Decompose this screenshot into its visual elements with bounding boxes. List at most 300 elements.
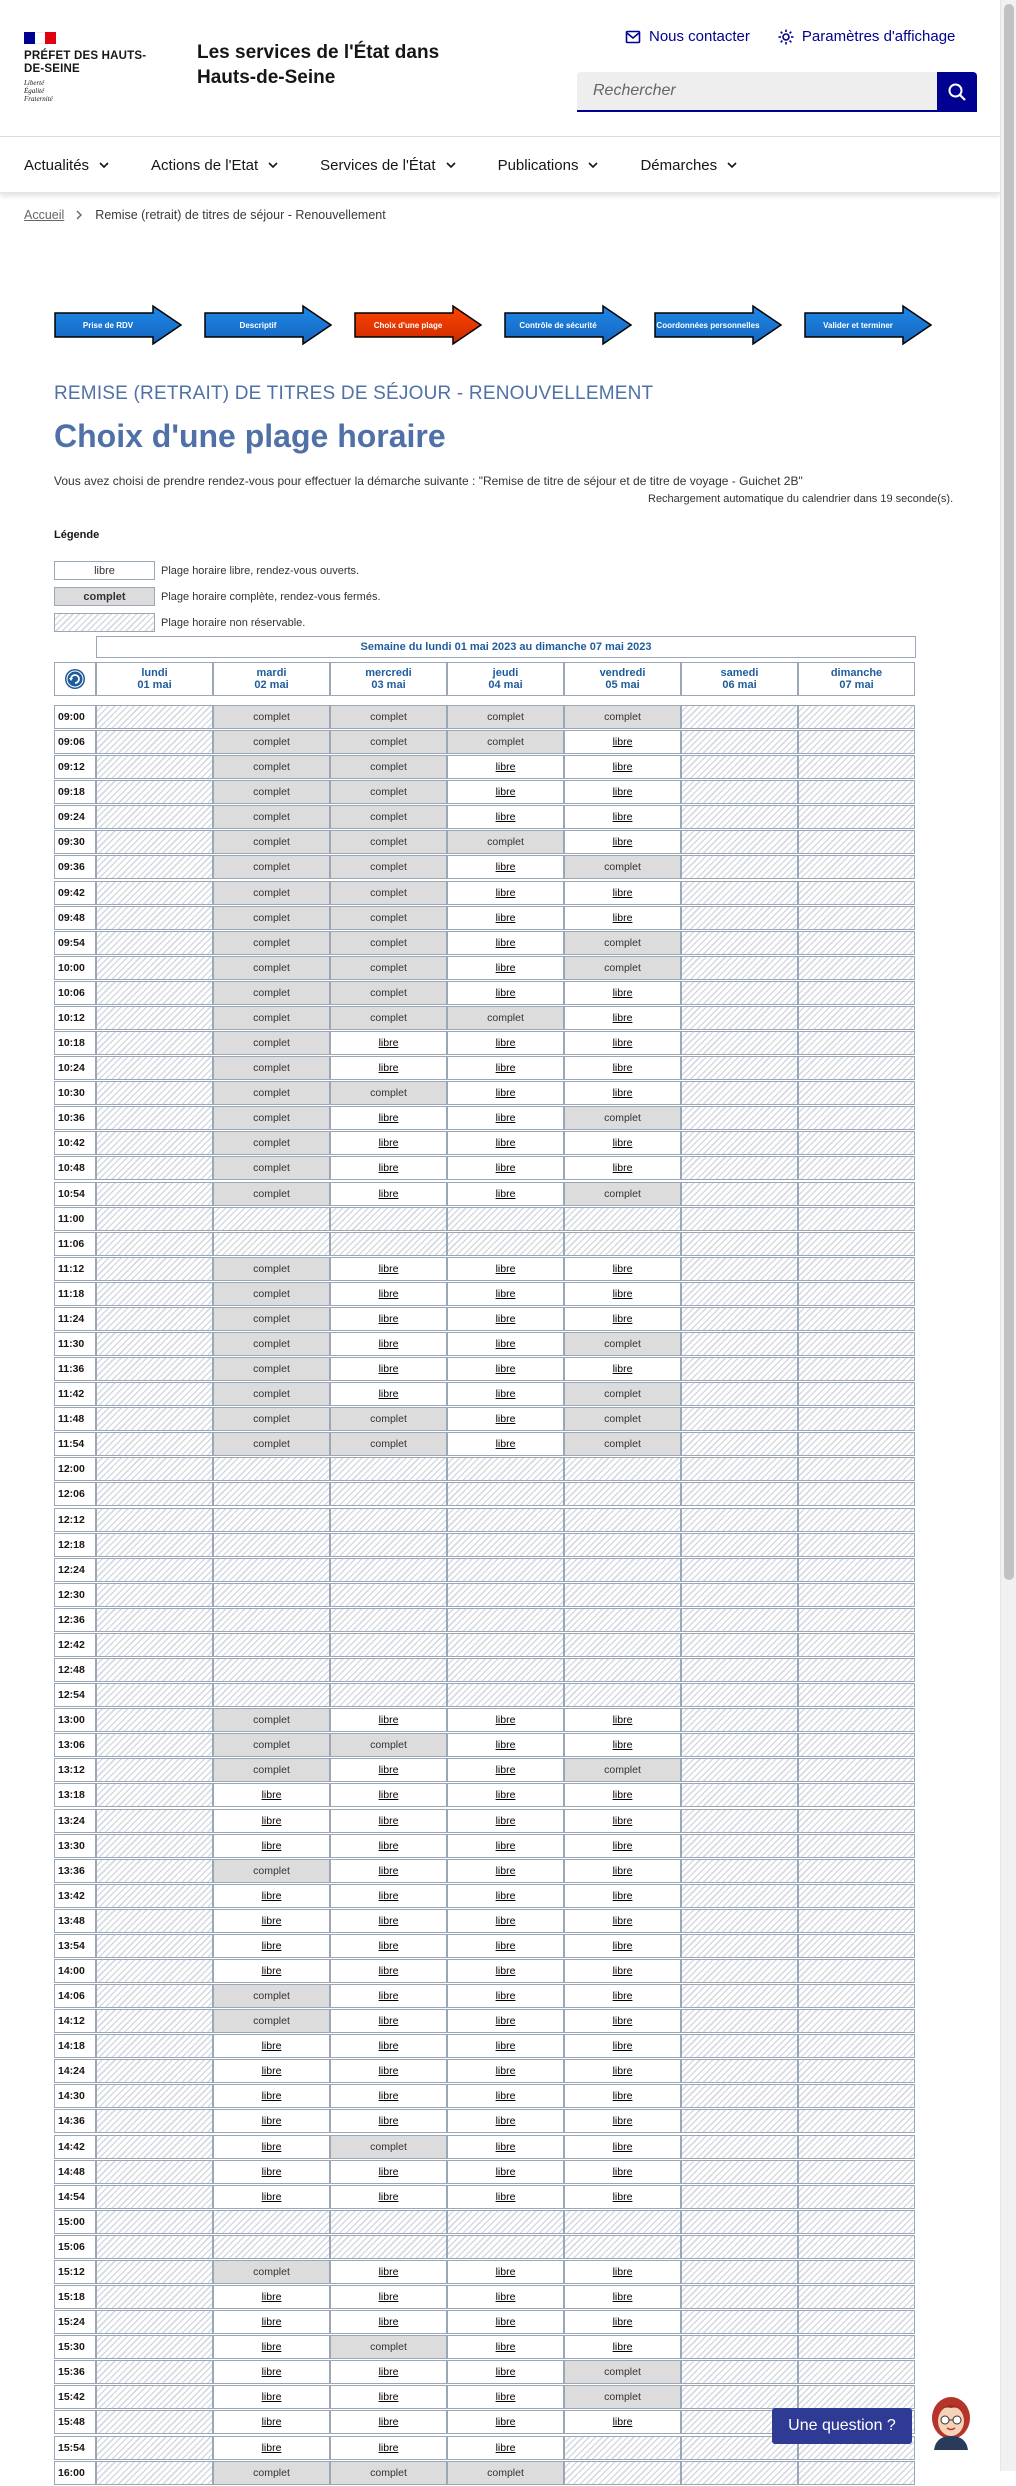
slot-free-link[interactable]: libre	[495, 1789, 516, 1802]
slot-free[interactable]	[213, 1783, 330, 1807]
slot-free[interactable]	[564, 2084, 681, 2108]
slot-free-link[interactable]: libre	[495, 2316, 516, 2329]
slot-free[interactable]	[213, 1809, 330, 1833]
slot-free[interactable]	[330, 1758, 447, 1782]
slot-free-link[interactable]: libre	[378, 2015, 399, 2028]
display-settings-link[interactable]	[778, 28, 956, 45]
slot-free-link[interactable]: libre	[378, 1338, 399, 1350]
slot-free-link[interactable]: libre	[495, 2065, 516, 2078]
slot-free[interactable]	[564, 805, 681, 829]
slot-free[interactable]	[447, 2034, 564, 2058]
slot-free-link[interactable]: libre	[612, 2416, 633, 2429]
refresh-button[interactable]	[54, 662, 96, 696]
slot-free[interactable]	[213, 2360, 330, 2384]
slot-free-link[interactable]: libre	[261, 2391, 282, 2404]
slot-free[interactable]	[564, 755, 681, 779]
slot-free[interactable]	[330, 2310, 447, 2334]
slot-free-link[interactable]: libre	[612, 1739, 633, 1752]
slot-free-link[interactable]: libre	[378, 1990, 399, 2003]
slot-free-link[interactable]: libre	[495, 936, 516, 949]
slot-free[interactable]	[564, 2109, 681, 2133]
slot-free-link[interactable]: libre	[378, 1312, 399, 1325]
slot-free-link[interactable]: libre	[378, 1939, 399, 1952]
slot-free-link[interactable]: libre	[495, 761, 516, 774]
slot-free-link[interactable]: libre	[378, 1363, 399, 1376]
slot-free-link[interactable]: libre	[495, 2040, 516, 2053]
slot-free[interactable]	[447, 1056, 564, 1080]
slot-free-link[interactable]: libre	[612, 2341, 633, 2354]
prefet-logo[interactable]	[24, 32, 164, 103]
slot-free-link[interactable]: libre	[495, 1839, 516, 1852]
slot-free-link[interactable]: libre	[612, 736, 633, 749]
slot-free-link[interactable]: libre	[612, 1889, 633, 1902]
slot-free[interactable]	[447, 2385, 564, 2409]
slot-free-link[interactable]: libre	[612, 1864, 633, 1877]
slot-free-link[interactable]: libre	[612, 1839, 633, 1852]
slot-free[interactable]	[564, 1708, 681, 1732]
slot-free-link[interactable]: libre	[378, 2291, 399, 2304]
slot-free[interactable]	[447, 1131, 564, 1155]
slot-free-link[interactable]: libre	[261, 2441, 282, 2454]
slot-free-link[interactable]: libre	[495, 1739, 516, 1752]
slot-free-link[interactable]: libre	[495, 1137, 516, 1150]
slot-free[interactable]	[213, 2410, 330, 2434]
slot-free-link[interactable]: libre	[495, 1338, 516, 1350]
slot-free[interactable]	[213, 2109, 330, 2133]
slot-free-link[interactable]: libre	[495, 1939, 516, 1952]
slot-free[interactable]	[564, 1959, 681, 1983]
slot-free[interactable]	[330, 2034, 447, 2058]
slot-free[interactable]	[447, 1758, 564, 1782]
slot-free[interactable]	[330, 2160, 447, 2184]
slot-free-link[interactable]: libre	[495, 2366, 516, 2379]
slot-free-link[interactable]: libre	[612, 1914, 633, 1927]
slot-free-link[interactable]: libre	[495, 1312, 516, 1325]
slot-free[interactable]	[447, 2410, 564, 2434]
slot-free[interactable]	[564, 981, 681, 1005]
slot-free-link[interactable]: libre	[378, 2391, 399, 2404]
slot-free[interactable]	[564, 2135, 681, 2159]
slot-free-link[interactable]: libre	[612, 1011, 633, 1024]
slot-free-link[interactable]: libre	[261, 1839, 282, 1852]
slot-free-link[interactable]: libre	[378, 2366, 399, 2379]
slot-free[interactable]	[447, 2185, 564, 2209]
slot-free[interactable]	[447, 1884, 564, 1908]
slot-free-link[interactable]: libre	[378, 1764, 399, 1777]
slot-free-link[interactable]: libre	[495, 1087, 516, 1100]
slot-free-link[interactable]: libre	[612, 811, 633, 824]
slot-free[interactable]	[330, 1332, 447, 1356]
slot-free[interactable]	[330, 2185, 447, 2209]
slot-free-link[interactable]: libre	[261, 2040, 282, 2053]
slot-free-link[interactable]: libre	[495, 961, 516, 974]
slot-free-link[interactable]: libre	[612, 1087, 633, 1100]
slot-free-link[interactable]: libre	[495, 1764, 516, 1777]
slot-free[interactable]	[564, 1809, 681, 1833]
slot-free[interactable]	[447, 1783, 564, 1807]
slot-free-link[interactable]: libre	[612, 1714, 633, 1727]
slot-free-link[interactable]: libre	[378, 2165, 399, 2178]
slot-free-link[interactable]: libre	[378, 1162, 399, 1175]
slot-free-link[interactable]: libre	[378, 1037, 399, 1050]
slot-free-link[interactable]: libre	[612, 1939, 633, 1952]
slot-free[interactable]	[330, 2285, 447, 2309]
slot-free-link[interactable]: libre	[495, 1914, 516, 1927]
contact-link[interactable]	[625, 28, 750, 45]
slot-free[interactable]	[447, 1934, 564, 1958]
slot-free[interactable]	[330, 2410, 447, 2434]
breadcrumb-home-link[interactable]: Accueil	[24, 208, 65, 222]
slot-free-link[interactable]: libre	[378, 2190, 399, 2203]
slot-free[interactable]	[330, 1257, 447, 1281]
slot-free-link[interactable]: libre	[495, 1714, 516, 1727]
slot-free-link[interactable]: libre	[495, 1990, 516, 2003]
slot-free-link[interactable]: libre	[378, 1137, 399, 1150]
slot-free[interactable]	[213, 2385, 330, 2409]
slot-free[interactable]	[447, 1282, 564, 1306]
slot-free-link[interactable]: libre	[495, 1062, 516, 1075]
slot-free[interactable]	[447, 1859, 564, 1883]
slot-free[interactable]	[447, 1432, 564, 1456]
slot-free-link[interactable]: libre	[612, 2065, 633, 2078]
nav-item-actualites[interactable]: Actualités	[8, 137, 125, 193]
slot-free[interactable]	[447, 2436, 564, 2460]
slot-free[interactable]	[213, 2059, 330, 2083]
slot-free-link[interactable]: libre	[378, 2416, 399, 2429]
slot-free-link[interactable]: libre	[495, 1363, 516, 1376]
slot-free-link[interactable]: libre	[378, 2090, 399, 2103]
slot-free-link[interactable]: libre	[612, 1137, 633, 1150]
slot-free[interactable]	[447, 1984, 564, 2008]
slot-free[interactable]	[447, 981, 564, 1005]
slot-free[interactable]	[213, 2285, 330, 2309]
slot-free[interactable]	[330, 1834, 447, 1858]
slot-free[interactable]	[447, 2084, 564, 2108]
slot-free[interactable]	[564, 2185, 681, 2209]
slot-free[interactable]	[213, 1934, 330, 1958]
slot-free-link[interactable]: libre	[378, 1914, 399, 1927]
slot-free[interactable]	[330, 2360, 447, 2384]
slot-free[interactable]	[330, 1156, 447, 1180]
slot-free[interactable]	[447, 1909, 564, 1933]
slot-free-link[interactable]: libre	[612, 2040, 633, 2053]
slot-free-link[interactable]: libre	[495, 2441, 516, 2454]
slot-free[interactable]	[330, 1809, 447, 1833]
slot-free[interactable]	[330, 1031, 447, 1055]
slot-free[interactable]	[447, 931, 564, 955]
slot-free-link[interactable]: libre	[612, 1062, 633, 1075]
slot-free[interactable]	[447, 1182, 564, 1206]
slot-free[interactable]	[564, 1307, 681, 1331]
slot-free-link[interactable]: libre	[612, 2265, 633, 2278]
slot-free[interactable]	[564, 2310, 681, 2334]
slot-free[interactable]	[447, 1708, 564, 1732]
slot-free[interactable]	[447, 1081, 564, 1105]
slot-free-link[interactable]: libre	[495, 1287, 516, 1300]
slot-free[interactable]	[447, 956, 564, 980]
slot-free[interactable]	[447, 1357, 564, 1381]
slot-free-link[interactable]: libre	[378, 1839, 399, 1852]
slot-free[interactable]	[330, 1859, 447, 1883]
slot-free-link[interactable]: libre	[612, 2190, 633, 2203]
slot-free-link[interactable]: libre	[495, 1889, 516, 1902]
slot-free-link[interactable]: libre	[495, 2140, 516, 2153]
slot-free-link[interactable]: libre	[612, 911, 633, 924]
slot-free[interactable]	[447, 1834, 564, 1858]
slot-free-link[interactable]: libre	[495, 2416, 516, 2429]
slot-free[interactable]	[213, 1884, 330, 1908]
slot-free[interactable]	[330, 1056, 447, 1080]
slot-free-link[interactable]: libre	[261, 2190, 282, 2203]
slot-free[interactable]	[564, 1884, 681, 1908]
slot-free-link[interactable]: libre	[495, 2341, 516, 2354]
slot-free[interactable]	[447, 881, 564, 905]
slot-free[interactable]	[447, 2335, 564, 2359]
slot-free-link[interactable]: libre	[261, 2341, 282, 2354]
nav-item-demarches[interactable]: Démarches	[624, 137, 753, 193]
slot-free-link[interactable]: libre	[612, 1789, 633, 1802]
slot-free[interactable]	[564, 1859, 681, 1883]
slot-free[interactable]	[213, 2135, 330, 2159]
slot-free[interactable]	[564, 2160, 681, 2184]
slot-free[interactable]	[330, 1307, 447, 1331]
slot-free[interactable]	[447, 1382, 564, 1406]
slot-free-link[interactable]: libre	[612, 1037, 633, 1050]
slot-free[interactable]	[213, 2160, 330, 2184]
slot-free-link[interactable]: libre	[378, 1112, 399, 1125]
slot-free[interactable]	[213, 2034, 330, 2058]
slot-free-link[interactable]: libre	[378, 1187, 399, 1200]
site-title[interactable]: Les services de l'État dans Hauts-de-Seine	[197, 42, 440, 88]
slot-free[interactable]	[330, 1934, 447, 1958]
slot-free[interactable]	[447, 1307, 564, 1331]
slot-free-link[interactable]: libre	[378, 1864, 399, 1877]
slot-free-link[interactable]: libre	[612, 1363, 633, 1376]
slot-free[interactable]	[447, 2260, 564, 2284]
slot-free-link[interactable]: libre	[612, 1262, 633, 1275]
slot-free[interactable]	[564, 2059, 681, 2083]
nav-item-actions[interactable]: Actions de l'Etat	[135, 137, 294, 193]
slot-free[interactable]	[330, 2109, 447, 2133]
slot-free[interactable]	[564, 1031, 681, 1055]
slot-free-link[interactable]: libre	[261, 2316, 282, 2329]
slot-free-link[interactable]: libre	[612, 2115, 633, 2128]
nav-item-services[interactable]: Services de l'État	[304, 137, 471, 193]
chat-button[interactable]: Une question ?	[772, 2408, 912, 2444]
slot-free[interactable]	[564, 1733, 681, 1757]
slot-free-link[interactable]: libre	[261, 2090, 282, 2103]
slot-free-link[interactable]: libre	[612, 1814, 633, 1827]
slot-free-link[interactable]: libre	[612, 1287, 633, 1300]
slot-free[interactable]	[564, 2260, 681, 2284]
slot-free-link[interactable]: libre	[612, 986, 633, 999]
slot-free[interactable]	[330, 1282, 447, 1306]
slot-free[interactable]	[447, 2009, 564, 2033]
slot-free-link[interactable]: libre	[612, 761, 633, 774]
slot-free-link[interactable]: libre	[495, 786, 516, 799]
slot-free-link[interactable]: libre	[495, 1864, 516, 1877]
slot-free[interactable]	[447, 2135, 564, 2159]
slot-free[interactable]	[330, 2436, 447, 2460]
slot-free[interactable]	[447, 1106, 564, 1130]
slot-free-link[interactable]: libre	[378, 2316, 399, 2329]
slot-free[interactable]	[564, 1282, 681, 1306]
slot-free[interactable]	[447, 780, 564, 804]
slot-free[interactable]	[564, 1357, 681, 1381]
slot-free-link[interactable]: libre	[378, 1889, 399, 1902]
slot-free[interactable]	[564, 1081, 681, 1105]
slot-free-link[interactable]: libre	[495, 2291, 516, 2304]
slot-free-link[interactable]: libre	[378, 2040, 399, 2053]
slot-free-link[interactable]: libre	[612, 2090, 633, 2103]
slot-free[interactable]	[447, 2109, 564, 2133]
slot-free-link[interactable]: libre	[261, 2366, 282, 2379]
slot-free-link[interactable]: libre	[612, 2140, 633, 2153]
slot-free-link[interactable]: libre	[495, 986, 516, 999]
slot-free[interactable]	[330, 1131, 447, 1155]
slot-free-link[interactable]: libre	[612, 2165, 633, 2178]
slot-free-link[interactable]: libre	[612, 2291, 633, 2304]
slot-free[interactable]	[447, 855, 564, 879]
slot-free-link[interactable]: libre	[378, 2065, 399, 2078]
slot-free-link[interactable]: libre	[495, 811, 516, 824]
slot-free-link[interactable]: libre	[495, 1388, 516, 1401]
slot-free[interactable]	[564, 881, 681, 905]
slot-free[interactable]	[447, 2360, 564, 2384]
chat-avatar[interactable]	[928, 2394, 974, 2450]
slot-free[interactable]	[213, 2310, 330, 2334]
slot-free-link[interactable]: libre	[261, 1914, 282, 1927]
slot-free[interactable]	[330, 1909, 447, 1933]
slot-free[interactable]	[564, 1257, 681, 1281]
slot-free-link[interactable]: libre	[495, 2190, 516, 2203]
slot-free-link[interactable]: libre	[378, 1262, 399, 1275]
slot-free-link[interactable]: libre	[495, 2090, 516, 2103]
slot-free-link[interactable]: libre	[612, 1312, 633, 1325]
slot-free[interactable]	[330, 2385, 447, 2409]
slot-free[interactable]	[564, 2335, 681, 2359]
slot-free-link[interactable]: libre	[495, 861, 516, 874]
slot-free-link[interactable]: libre	[612, 1965, 633, 1977]
slot-free[interactable]	[447, 2160, 564, 2184]
slot-free[interactable]	[213, 2436, 330, 2460]
slot-free[interactable]	[213, 1834, 330, 1858]
slot-free[interactable]	[447, 805, 564, 829]
scrollbar-thumb[interactable]	[1004, 4, 1014, 1580]
slot-free[interactable]	[447, 1809, 564, 1833]
slot-free[interactable]	[330, 1382, 447, 1406]
slot-free-link[interactable]: libre	[495, 1413, 516, 1426]
slot-free[interactable]	[564, 2410, 681, 2434]
slot-free[interactable]	[564, 1909, 681, 1933]
slot-free-link[interactable]: libre	[495, 2115, 516, 2128]
slot-free-link[interactable]: libre	[612, 2316, 633, 2329]
slot-free-link[interactable]: libre	[261, 2416, 282, 2429]
slot-free[interactable]	[564, 830, 681, 854]
slot-free[interactable]	[564, 2009, 681, 2033]
slot-free-link[interactable]: libre	[261, 1965, 282, 1977]
slot-free-link[interactable]: libre	[495, 2265, 516, 2278]
slot-free[interactable]	[447, 1407, 564, 1431]
slot-free[interactable]	[564, 1783, 681, 1807]
slot-free-link[interactable]: libre	[495, 2391, 516, 2404]
slot-free-link[interactable]: libre	[495, 1814, 516, 1827]
search-button[interactable]	[937, 72, 977, 112]
slot-free[interactable]	[564, 730, 681, 754]
slot-free[interactable]	[447, 755, 564, 779]
slot-free-link[interactable]: libre	[261, 1889, 282, 1902]
slot-free[interactable]	[330, 1357, 447, 1381]
slot-free[interactable]	[564, 1156, 681, 1180]
slot-free-link[interactable]: libre	[612, 2015, 633, 2028]
slot-free[interactable]	[330, 1783, 447, 1807]
slot-free[interactable]	[447, 2310, 564, 2334]
slot-free[interactable]	[564, 2034, 681, 2058]
slot-free-link[interactable]: libre	[378, 2265, 399, 2278]
slot-free-link[interactable]: libre	[612, 786, 633, 799]
slot-free-link[interactable]: libre	[495, 886, 516, 899]
slot-free[interactable]	[330, 1182, 447, 1206]
slot-free-link[interactable]: libre	[378, 1789, 399, 1802]
slot-free[interactable]	[330, 2260, 447, 2284]
slot-free-link[interactable]: libre	[378, 2441, 399, 2454]
slot-free-link[interactable]: libre	[612, 886, 633, 899]
slot-free[interactable]	[447, 2285, 564, 2309]
slot-free[interactable]	[213, 1959, 330, 1983]
nav-item-publications[interactable]: Publications	[482, 137, 615, 193]
slot-free[interactable]	[564, 1056, 681, 1080]
slot-free-link[interactable]: libre	[495, 1112, 516, 1125]
slot-free[interactable]	[330, 1708, 447, 1732]
slot-free-link[interactable]: libre	[261, 2115, 282, 2128]
slot-free[interactable]	[330, 2009, 447, 2033]
slot-free-link[interactable]: libre	[261, 1814, 282, 1827]
slot-free[interactable]	[213, 2084, 330, 2108]
slot-free[interactable]	[447, 1156, 564, 1180]
slot-free-link[interactable]: libre	[495, 1262, 516, 1275]
slot-free-link[interactable]: libre	[495, 2165, 516, 2178]
slot-free[interactable]	[330, 1106, 447, 1130]
slot-free[interactable]	[330, 1984, 447, 2008]
slot-free[interactable]	[564, 1006, 681, 1030]
slot-free[interactable]	[564, 780, 681, 804]
slot-free-link[interactable]: libre	[378, 1062, 399, 1075]
slot-free[interactable]	[213, 2185, 330, 2209]
slot-free-link[interactable]: libre	[495, 1162, 516, 1175]
slot-free-link[interactable]: libre	[378, 2115, 399, 2128]
slot-free-link[interactable]: libre	[495, 1438, 516, 1451]
slot-free-link[interactable]: libre	[261, 1939, 282, 1952]
slot-free-link[interactable]: libre	[495, 2015, 516, 2028]
slot-free-link[interactable]: libre	[378, 1388, 399, 1401]
slot-free[interactable]	[564, 1131, 681, 1155]
search-input[interactable]	[577, 72, 937, 112]
slot-free-link[interactable]: libre	[261, 2140, 282, 2153]
slot-free[interactable]	[447, 1959, 564, 1983]
slot-free[interactable]	[330, 2084, 447, 2108]
slot-free[interactable]	[447, 906, 564, 930]
slot-free-link[interactable]: libre	[612, 1990, 633, 2003]
slot-free[interactable]	[330, 1884, 447, 1908]
slot-free-link[interactable]: libre	[261, 2165, 282, 2178]
slot-free[interactable]	[564, 1934, 681, 1958]
slot-free[interactable]	[564, 1834, 681, 1858]
slot-free-link[interactable]: libre	[378, 1714, 399, 1727]
slot-free-link[interactable]: libre	[495, 911, 516, 924]
slot-free[interactable]	[447, 1257, 564, 1281]
slot-free[interactable]	[564, 2285, 681, 2309]
slot-free[interactable]	[447, 1332, 564, 1356]
